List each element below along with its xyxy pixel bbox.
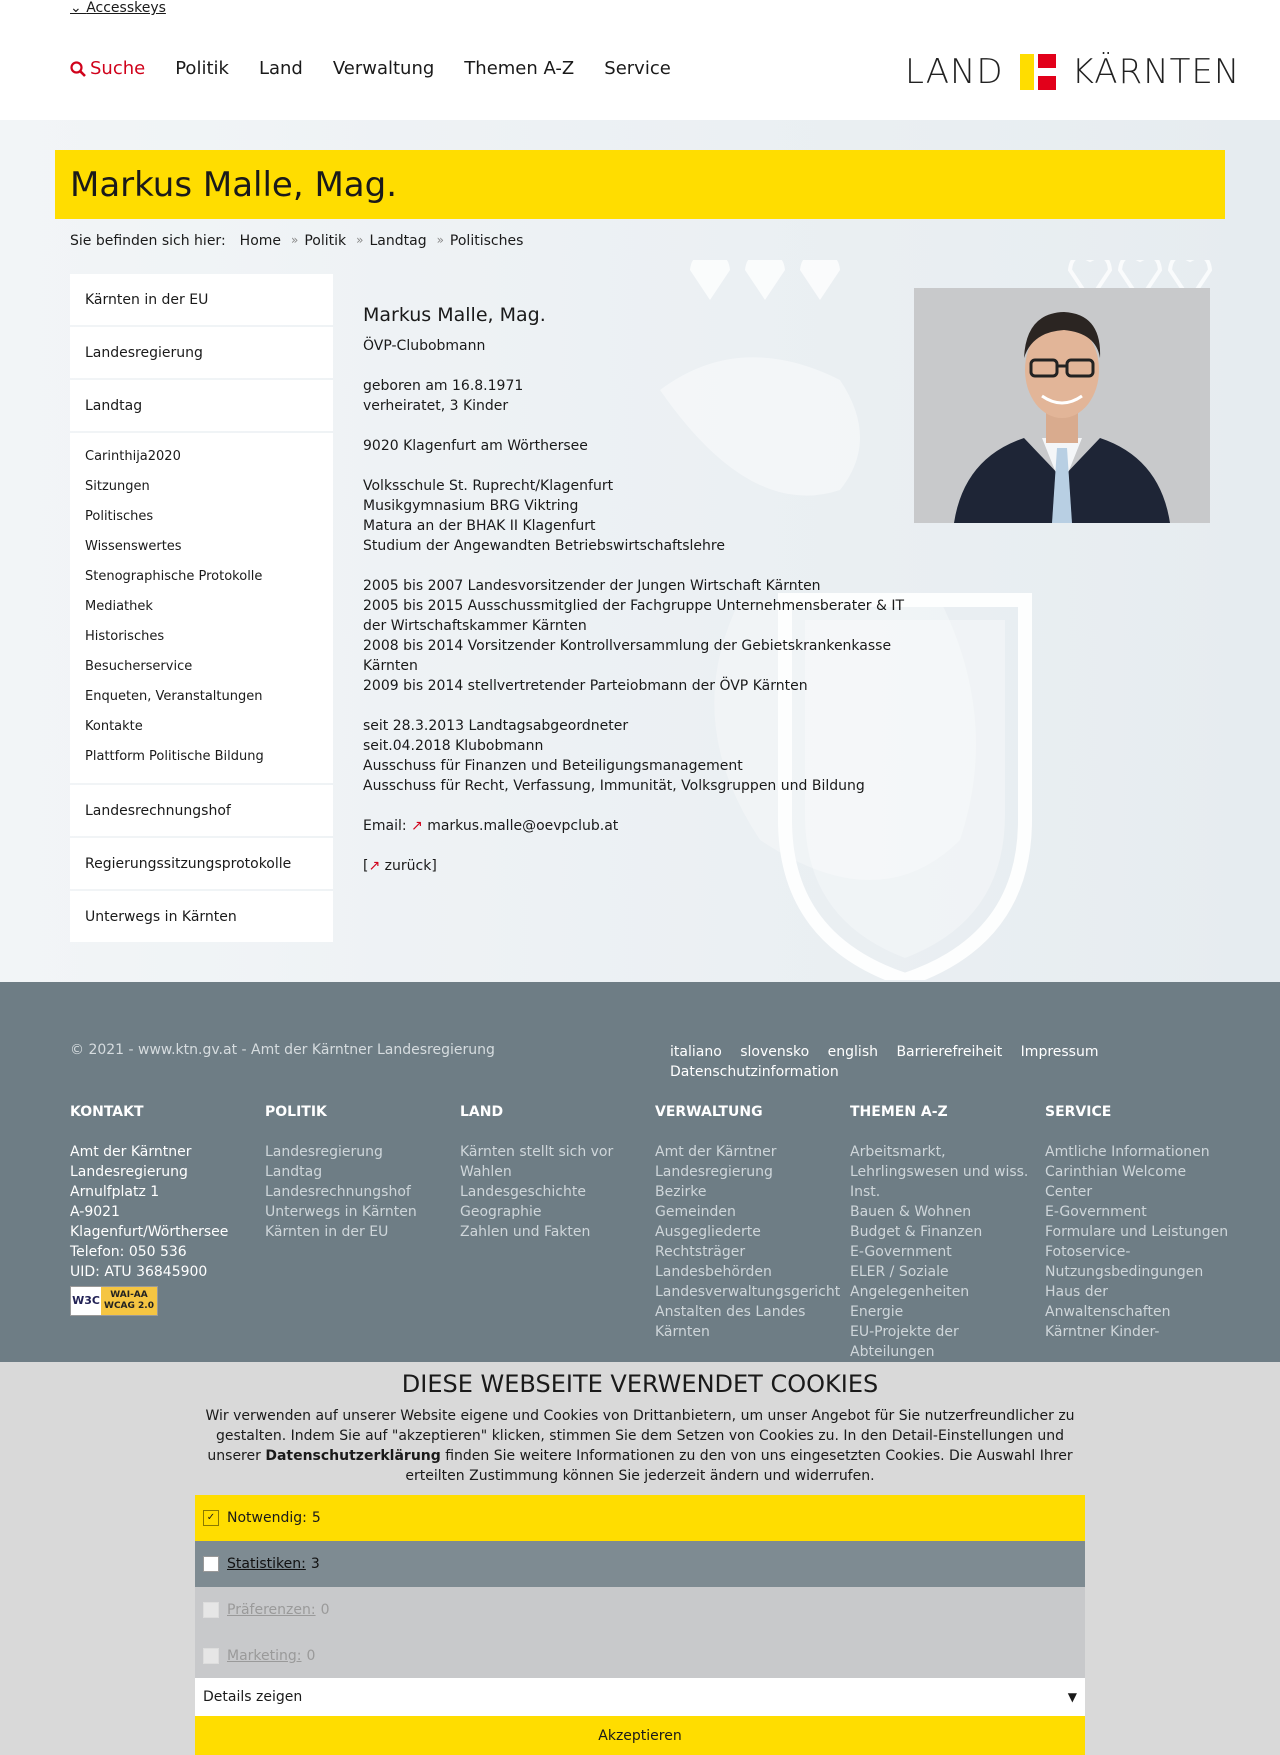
career-line: 2005 bis 2007 Landesvorsitzender der Jungen Wirtschaft Kärnten bbox=[363, 578, 821, 594]
caret-down-icon: ▼ bbox=[1067, 1690, 1077, 1704]
sidebar-subitem[interactable]: Historisches bbox=[85, 628, 165, 644]
cookie-row-notwendig[interactable]: ✓ Notwendig: 5 bbox=[195, 1495, 1085, 1541]
chevron-right-icon: » bbox=[356, 233, 364, 247]
profile-photo bbox=[914, 288, 1210, 523]
w3c-wcag-badge[interactable]: W3C WAI-AA WCAG 2.0 bbox=[70, 1286, 158, 1316]
breadcrumb-home[interactable]: Home bbox=[239, 233, 282, 249]
current-line: Ausschuss für Finanzen und Beteiligungsmanagement bbox=[363, 758, 743, 774]
footer-link[interactable]: Zahlen und Fakten bbox=[460, 1224, 591, 1240]
sidebar-subitem[interactable]: Plattform Politische Bildung bbox=[85, 748, 264, 764]
cookie-title: DIESE WEBSEITE VERWENDET COOKIES bbox=[401, 1370, 879, 1398]
footer-link[interactable]: Landesbehörden bbox=[655, 1264, 772, 1280]
footer-link-italiano[interactable]: italiano bbox=[670, 1044, 722, 1060]
career-line: 2008 bis 2014 Vorsitzender Kontrollversammlung der Gebietskrankenkasse Kärnten bbox=[363, 638, 892, 674]
footer-link[interactable]: ELER / Soziale Angelegenheiten bbox=[850, 1264, 970, 1300]
footer-link[interactable]: Landesrechnungshof bbox=[265, 1184, 411, 1200]
accesskeys-link[interactable]: ⌄ Accesskeys bbox=[70, 0, 166, 16]
footer-col-verwaltung: VERWALTUNG Amt der Kärntner Landesregierung Bezirke Gemeinden Ausgegliederte Rechtsträger Landesbehörden Landesverwaltungsgericht Anstalten des Landes Kärnten bbox=[655, 1102, 845, 1342]
footer-link[interactable]: Haus der Anwaltenschaften bbox=[1045, 1284, 1171, 1320]
footer-col-politik: POLITIK Landesregierung Landtag Landesrechnungshof Unterwegs in Kärnten Kärnten in der EU bbox=[265, 1102, 455, 1242]
current-line: seit 28.3.2013 Landtagsabgeordneter bbox=[363, 718, 629, 734]
footer-link[interactable]: E-Government bbox=[850, 1244, 952, 1260]
education-line: Musikgymnasium BRG Viktring bbox=[363, 498, 579, 514]
sidebar-subitem[interactable]: Politisches bbox=[85, 508, 154, 524]
sidebar-subitem[interactable]: Kontakte bbox=[85, 718, 143, 734]
main-area bbox=[0, 120, 1280, 982]
sidebar-subitem[interactable]: Sitzungen bbox=[85, 478, 150, 494]
sidebar-item-unterwegs[interactable]: Unterwegs in Kärnten bbox=[70, 891, 333, 942]
footer-col-land: LAND Kärnten stellt sich vor Wahlen Landesgeschichte Geographie Zahlen und Fakten bbox=[460, 1102, 650, 1242]
profile-role: ÖVP-Clubobmann bbox=[363, 338, 486, 354]
external-link-icon: ↗ bbox=[411, 818, 423, 834]
sidebar-submenu bbox=[70, 433, 333, 783]
sidebar-subitem[interactable]: Stenographische Protokolle bbox=[85, 568, 263, 584]
sidebar-item-landesregierung[interactable]: Landesregierung bbox=[70, 327, 333, 378]
email-label: Email: bbox=[363, 818, 407, 834]
privacy-link[interactable]: Datenschutzerklärung bbox=[265, 1448, 441, 1464]
checkbox-icon[interactable] bbox=[203, 1556, 219, 1572]
footer-link[interactable]: Formulare und Leistungen bbox=[1045, 1224, 1229, 1240]
nav-politik[interactable]: Politik bbox=[175, 58, 229, 79]
sidebar-item-landtag[interactable]: Landtag bbox=[70, 380, 333, 431]
footer-link[interactable]: Carinthian Welcome Center bbox=[1045, 1164, 1187, 1200]
education-line: Studium der Angewandten Betriebswirtschaftslehre bbox=[363, 538, 725, 554]
nav-themen[interactable]: Themen A-Z bbox=[464, 58, 575, 79]
footer-link[interactable]: Landesverwaltungsgericht bbox=[655, 1284, 841, 1300]
search-icon bbox=[70, 61, 86, 77]
footer-link[interactable]: Geographie bbox=[460, 1204, 542, 1220]
accept-button[interactable]: Akzeptieren bbox=[195, 1716, 1085, 1755]
main-nav bbox=[70, 58, 701, 79]
checkbox-icon[interactable] bbox=[203, 1648, 219, 1664]
page-title-bar bbox=[55, 150, 1225, 219]
profile-born: geboren am 16.8.1971 bbox=[363, 378, 524, 394]
footer-link-impressum[interactable]: Impressum bbox=[1020, 1044, 1099, 1060]
nav-search[interactable]: Suche bbox=[70, 58, 145, 79]
breadcrumb-politisches[interactable]: Politisches bbox=[449, 233, 524, 249]
email-row bbox=[363, 816, 923, 836]
footer-col-service: SERVICE Amtliche Informationen Carinthian Welcome Center E-Government Formulare und Leistungen Fotoservice-Nutzungsbedingungen Haus der Anwaltenschaften Kärntner Kinder- bbox=[1045, 1102, 1235, 1342]
profile-name: Markus Malle, Mag. bbox=[363, 304, 546, 326]
education-line: Matura an der BHAK II Klagenfurt bbox=[363, 518, 596, 534]
breadcrumb-label: Sie befinden sich hier: bbox=[70, 233, 226, 249]
footer-link[interactable]: Landtag bbox=[265, 1164, 323, 1180]
career-line: 2009 bis 2014 stellvertretender Parteiobmann der ÖVP Kärnten bbox=[363, 678, 808, 694]
cookie-row-praeferenzen[interactable]: Präferenzen: 0 bbox=[195, 1587, 1085, 1633]
page-title: Markus Malle, Mag. bbox=[70, 164, 398, 205]
sidebar-subitem[interactable]: Besucherservice bbox=[85, 658, 193, 674]
details-toggle[interactable]: Details zeigen ▼ bbox=[195, 1678, 1085, 1716]
career-line: 2005 bis 2015 Ausschussmitglied der Fachgruppe Unternehmensberater & IT der Wirtschaftskammer Kärnten bbox=[363, 598, 905, 634]
footer-link[interactable]: Landesgeschichte bbox=[460, 1184, 586, 1200]
logo-land-kaernten[interactable]: LAND KÄRNTEN bbox=[905, 52, 1241, 92]
footer-link[interactable]: Arbeitsmarkt, Lehrlingswesen und wiss. Inst. bbox=[850, 1144, 1029, 1200]
breadcrumb-politik[interactable]: Politik bbox=[304, 233, 347, 249]
footer-link-datenschutz[interactable]: Datenschutzinformation bbox=[670, 1064, 839, 1080]
sidebar-subitem[interactable]: Mediathek bbox=[85, 598, 153, 614]
sidebar-item-landesrechnungshof[interactable]: Landesrechnungshof bbox=[70, 785, 333, 836]
footer-link[interactable]: Amtliche Informationen bbox=[1045, 1144, 1210, 1160]
footer-link[interactable]: Kärnten in der EU bbox=[265, 1224, 389, 1240]
footer-link[interactable]: Landesregierung bbox=[265, 1144, 383, 1160]
cookie-row-marketing[interactable]: Marketing: 0 bbox=[195, 1633, 1085, 1679]
sidebar-item-regierungssitzungsprotokolle[interactable]: Regierungssitzungsprotokolle bbox=[70, 838, 333, 889]
footer-link[interactable]: E-Government bbox=[1045, 1204, 1147, 1220]
chevron-down-icon: ⌄ bbox=[70, 0, 87, 16]
chevron-right-icon: » bbox=[436, 233, 444, 247]
cookie-row-statistiken[interactable]: Statistiken: 3 bbox=[195, 1541, 1085, 1587]
footer-link[interactable]: Bezirke bbox=[655, 1184, 707, 1200]
footer-link[interactable]: Energie bbox=[850, 1304, 904, 1320]
footer-links bbox=[670, 1042, 1120, 1082]
logo-mark-icon bbox=[1020, 54, 1056, 90]
email-link[interactable]: markus.malle@oevpclub.at bbox=[427, 818, 619, 834]
sidebar-subitem[interactable]: Wissenswertes bbox=[85, 538, 182, 554]
portrait-image bbox=[914, 288, 1210, 523]
footer-link[interactable]: Kärntner Kinder- bbox=[1045, 1324, 1160, 1340]
sidebar-subitem[interactable]: Enqueten, Veranstaltungen bbox=[85, 688, 263, 704]
footer-link[interactable]: Anstalten des Landes Kärnten bbox=[655, 1304, 806, 1340]
nav-land[interactable]: Land bbox=[258, 58, 303, 79]
footer-link[interactable]: Unterwegs in Kärnten bbox=[265, 1204, 417, 1220]
footer bbox=[0, 982, 1280, 1362]
sidebar bbox=[70, 274, 333, 944]
nav-verwaltung[interactable]: Verwaltung bbox=[332, 58, 435, 79]
footer-link-slovensko[interactable]: slovensko bbox=[740, 1044, 810, 1060]
back-row: [↗ zurück] bbox=[363, 858, 437, 874]
footer-link[interactable]: Budget & Finanzen bbox=[850, 1224, 983, 1240]
sidebar-subitem[interactable]: Carinthija2020 bbox=[85, 448, 181, 464]
education-line: Volksschule St. Ruprecht/Klagenfurt bbox=[363, 478, 614, 494]
back-link[interactable]: zurück bbox=[384, 858, 432, 874]
footer-copyright: © 2021 - www.ktn.gv.at - Amt der Kärntner Landesregierung bbox=[70, 1042, 495, 1058]
footer-link[interactable]: Wahlen bbox=[460, 1164, 512, 1180]
footer-link[interactable]: Bauen & Wohnen bbox=[850, 1204, 972, 1220]
cookie-text: Wir verwenden auf unserer Website eigene und Cookies von Drittanbietern, um unser Angebot für Sie nutzerfreundlicher zu gestalten. Indem Sie auf "akzeptieren" klicken, stimmen Sie dem Setzen von Cookies zu. In den Detail-Einstellungen und unserer Datenschutzerklärung finden Sie weitere Informationen zu den von uns eingesetzten Cookies. Die Auswahl Ihrer erteilten Zustimmung können Sie jederzeit ändern und widerrufen. bbox=[205, 1408, 1075, 1484]
footer-link[interactable]: Kärnten stellt sich vor bbox=[460, 1144, 614, 1160]
footer-link-barrierefreiheit[interactable]: Barrierefreiheit bbox=[896, 1044, 1003, 1060]
footer-link[interactable]: Ausgegliederte Rechtsträger bbox=[655, 1224, 761, 1260]
footer-link-english[interactable]: english bbox=[827, 1044, 878, 1060]
profile-address: 9020 Klagenfurt am Wörthersee bbox=[363, 438, 588, 454]
footer-link[interactable]: Fotoservice-Nutzungsbedingungen bbox=[1045, 1244, 1204, 1280]
nav-service[interactable]: Service bbox=[604, 58, 671, 79]
breadcrumb bbox=[70, 233, 523, 249]
checkbox-checked-icon[interactable]: ✓ bbox=[203, 1510, 219, 1526]
profile-family: verheiratet, 3 Kinder bbox=[363, 398, 509, 414]
footer-col-themen: THEMEN A-Z Arbeitsmarkt, Lehrlingswesen und wiss. Inst. Bauen & Wohnen Budget & Finanzen E-Government ELER / Soziale Angelegenheiten Energie EU-Projekte der Abteilungen bbox=[850, 1102, 1040, 1362]
footer-link[interactable]: EU-Projekte der Abteilungen bbox=[850, 1324, 959, 1360]
footer-col-kontakt: KONTAKT Amt der Kärntner Landesregierung Arnulfplatz 1 A-9021 Klagenfurt/Wörthersee Telefon: 050 536 UID: ATU 36845900 W3C WAI-AA WCAG 2.0 bbox=[70, 1102, 260, 1316]
footer-link[interactable]: Amt der Kärntner Landesregierung bbox=[655, 1144, 777, 1180]
current-line: Ausschuss für Recht, Verfassung, Immunität, Volksgruppen und Bildung bbox=[363, 778, 865, 794]
checkbox-icon[interactable] bbox=[203, 1602, 219, 1618]
profile-content bbox=[363, 302, 923, 876]
breadcrumb-landtag[interactable]: Landtag bbox=[369, 233, 427, 249]
footer-link[interactable]: Gemeinden bbox=[655, 1204, 736, 1220]
current-line: seit.04.2018 Klubobmann bbox=[363, 738, 544, 754]
sidebar-item-eu[interactable]: Kärnten in der EU bbox=[70, 274, 333, 325]
external-link-icon: ↗ bbox=[368, 858, 381, 874]
chevron-right-icon: » bbox=[291, 233, 299, 247]
